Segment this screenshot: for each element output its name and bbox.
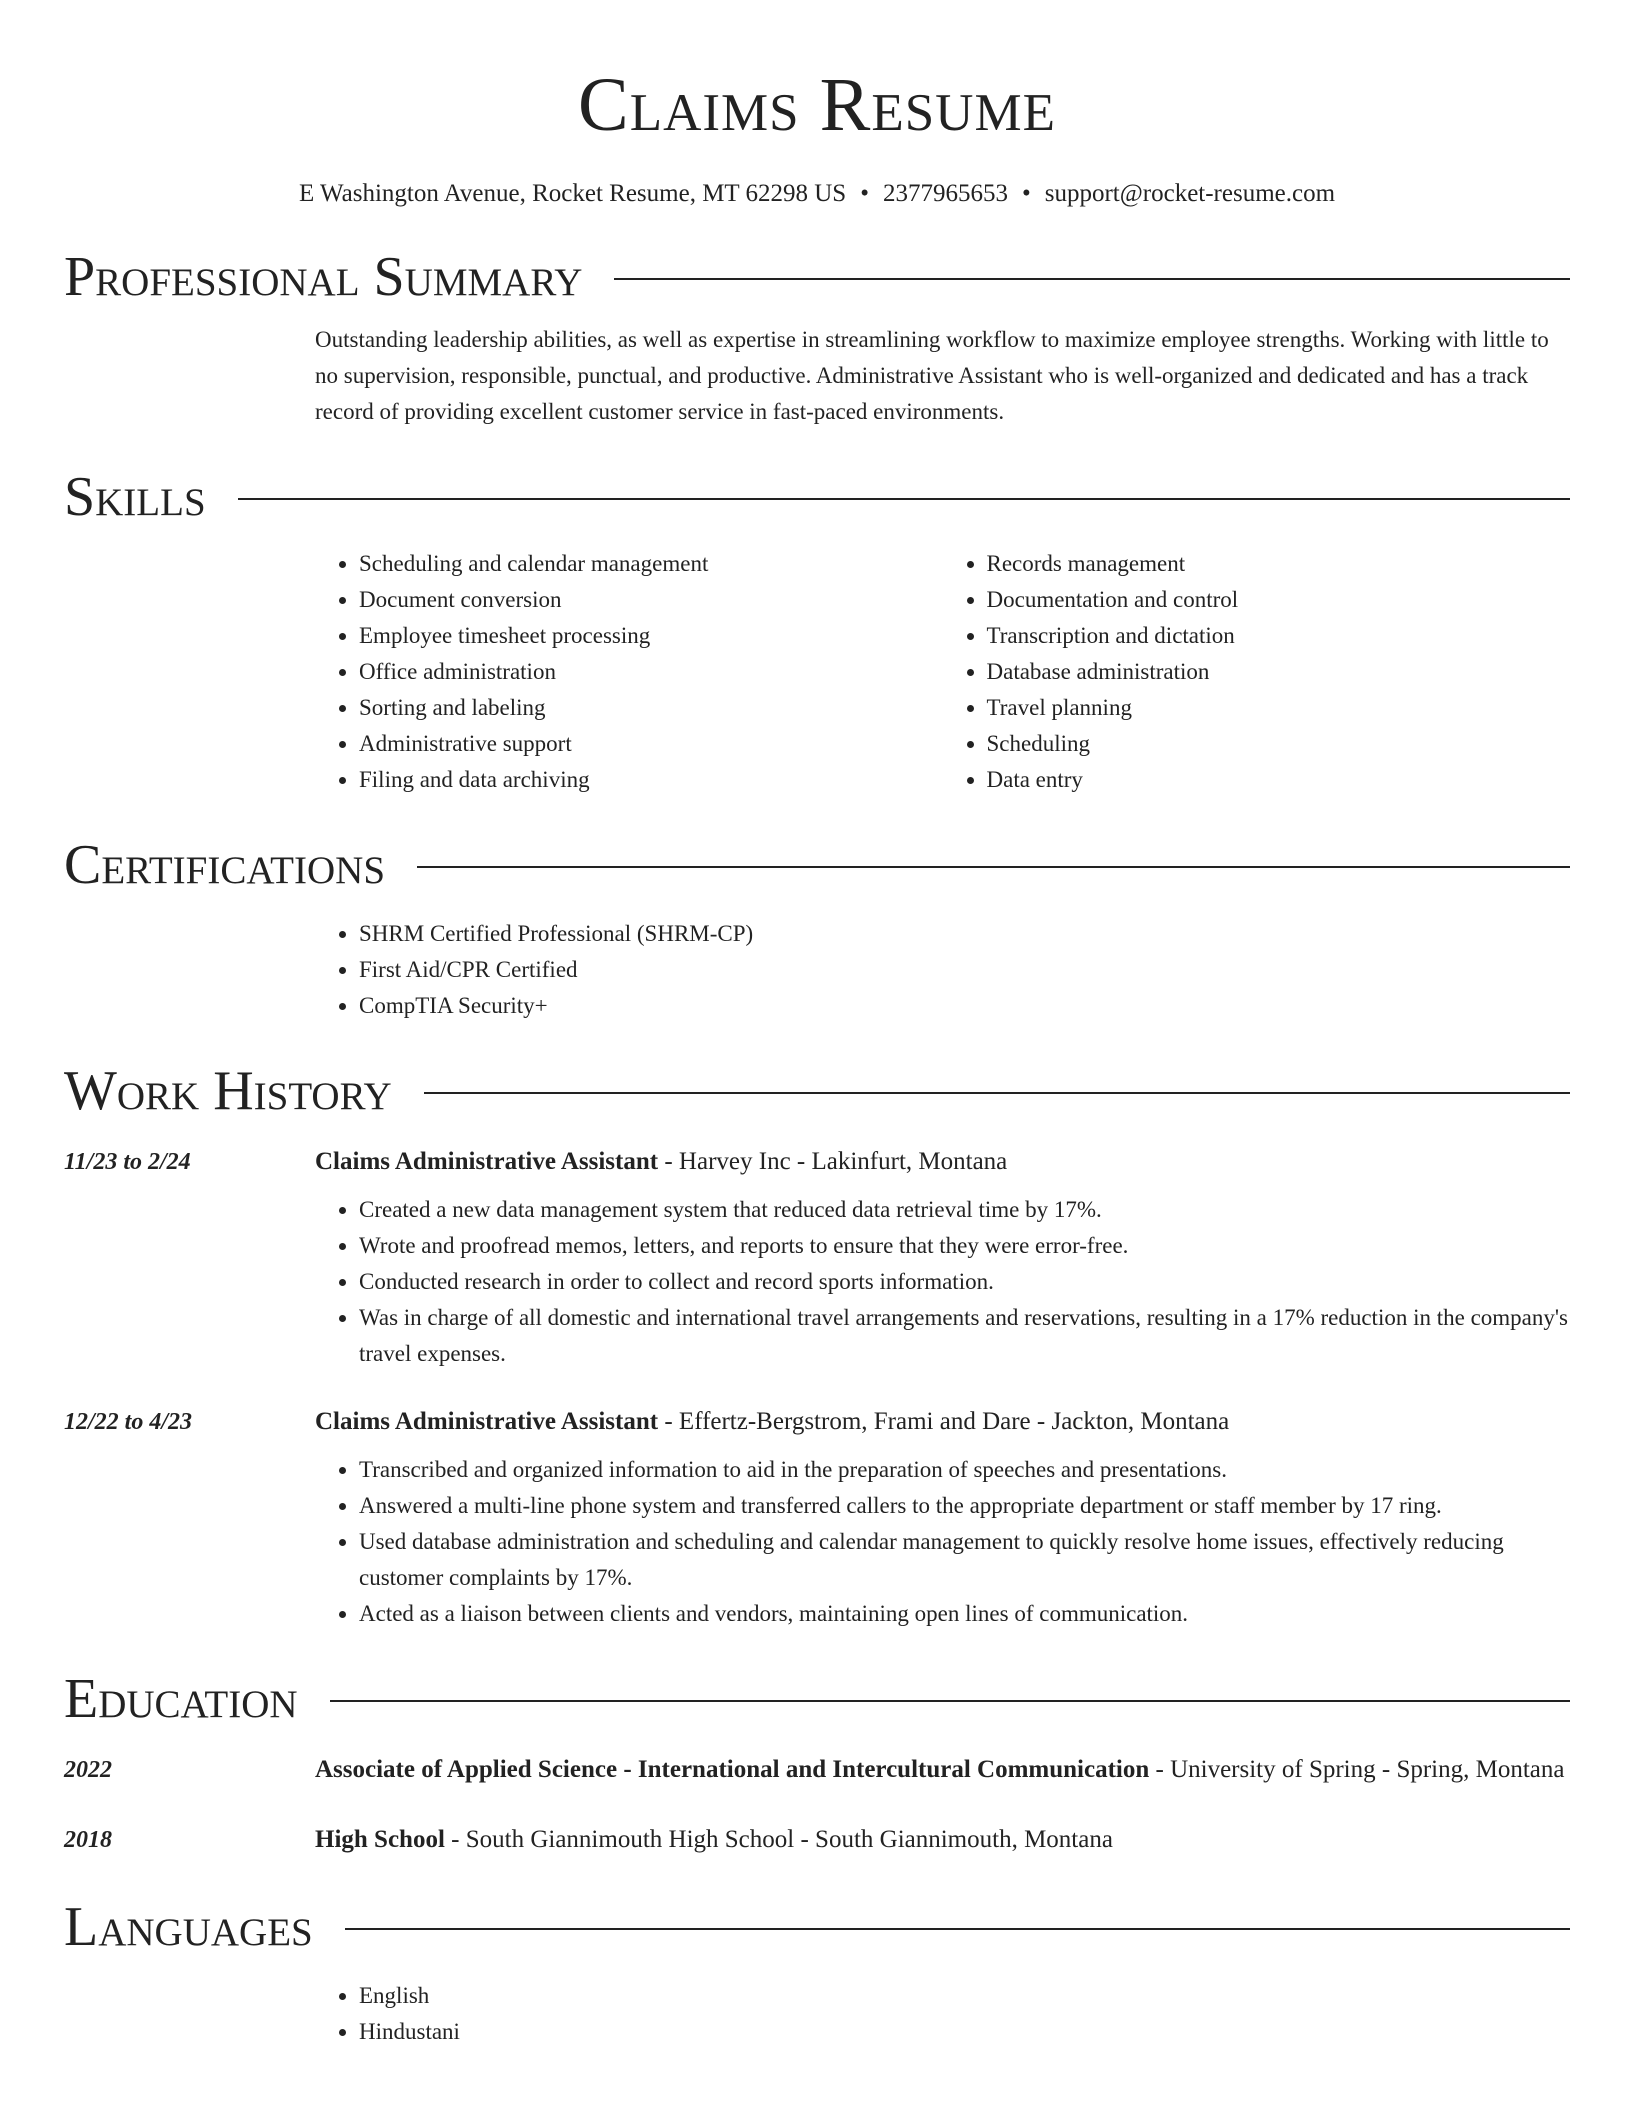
- skill-item: • Database administration: [987, 654, 1571, 690]
- contact-phone: 2377965653: [882, 180, 1008, 207]
- job-heading: [315, 1402, 1570, 1442]
- job-bullet: • Created a new data management system that reduced data retrieval time by 17%.: [359, 1192, 1570, 1228]
- skill-item: • Scheduling and calendar management: [359, 546, 943, 582]
- skills-list: [315, 546, 1570, 798]
- job-bullet: • Acted as a liaison between clients and vendors, maintaining open lines of communication.: [359, 1596, 1570, 1632]
- job-entry: [64, 1142, 1570, 1372]
- section-title-certifications: Certifications: [64, 834, 386, 896]
- contact-separator: •: [860, 180, 869, 207]
- certifications-list: [315, 916, 1570, 1024]
- section-divider: [238, 498, 1570, 500]
- job-bullet: • Wrote and proofread memos, letters, and reports to ensure that they were error-free.: [359, 1228, 1570, 1264]
- job-dates: 11/23 to 2/24: [64, 1149, 191, 1175]
- job-content: [315, 1402, 1570, 1632]
- job-bullets: [315, 1192, 1570, 1372]
- language-item: • Hindustani: [359, 2014, 1570, 2050]
- job-employer: - Effertz-Bergstrom, Frami and Dare - Jackton, Montana: [658, 1408, 1230, 1435]
- education-list: [64, 1750, 1570, 1860]
- job-content: [315, 1142, 1570, 1372]
- section-divider: [417, 866, 1570, 868]
- skill-item: • Document conversion: [359, 582, 943, 618]
- job-heading: [315, 1142, 1570, 1182]
- education-year: 2022: [64, 1757, 112, 1783]
- education-school: - South Giannimouth High School - South Giannimouth, Montana: [444, 1826, 1113, 1853]
- skill-item: • Sorting and labeling: [359, 690, 943, 726]
- section-divider: [424, 1092, 1570, 1094]
- education-year: 2018: [64, 1827, 112, 1853]
- education-degree: Associate of Applied Science - International and Intercultural Communication: [315, 1756, 1150, 1783]
- section-title-summary: Professional Summary: [64, 246, 583, 308]
- certification-item: • SHRM Certified Professional (SHRM-CP): [359, 916, 1570, 952]
- skill-item: • Administrative support: [359, 726, 943, 762]
- skill-item: • Travel planning: [987, 690, 1571, 726]
- section-header-education: [64, 1666, 1570, 1732]
- section-divider: [345, 1928, 1570, 1930]
- education-entry: [64, 1750, 1570, 1790]
- education-degree: High School: [315, 1826, 445, 1853]
- contact-line: [64, 178, 1570, 210]
- section-title-work-history: Work History: [64, 1060, 392, 1122]
- skill-item: • Scheduling: [987, 726, 1571, 762]
- job-bullets: [315, 1452, 1570, 1632]
- languages-list: [315, 1978, 1570, 2050]
- contact-separator: •: [1021, 180, 1031, 207]
- summary-text: Outstanding leadership abilities, as well as expertise in streamlining workflow to maximize employee strengths. Working with little to no supervision, responsible, punctual, and productive. Administrative Assistant who is well-organized and dedicated and has a track record of providing excellent customer service in fast-paced environments.: [315, 327, 1549, 424]
- skills-column-left: [315, 546, 943, 798]
- section-header-languages: [64, 1894, 1570, 1960]
- section-header-skills: [64, 464, 1570, 530]
- skill-item: • Employee timesheet processing: [359, 618, 943, 654]
- section-header-work-history: [64, 1058, 1570, 1124]
- section-title-education: Education: [64, 1668, 298, 1730]
- job-employer: - Harvey Inc - Lakinfurt, Montana: [658, 1148, 1008, 1175]
- section-title-skills: Skills: [64, 466, 206, 528]
- education-school: - University of Spring - Spring, Montana: [1149, 1756, 1565, 1783]
- skill-item: • Data entry: [987, 762, 1571, 798]
- job-bullet: • Transcribed and organized information to aid in the preparation of speeches and presentations.: [359, 1452, 1570, 1488]
- job-bullet: • Answered a multi-line phone system and transferred callers to the appropriate department or staff member by 17 ring.: [359, 1488, 1570, 1524]
- resume-page: [64, 0, 1570, 2050]
- language-item: • English: [359, 1978, 1570, 2014]
- contact-address: E Washington Avenue, Rocket Resume, MT 62298 US: [298, 180, 847, 207]
- skill-item: • Filing and data archiving: [359, 762, 943, 798]
- skills-column-right: [943, 546, 1571, 798]
- job-bullet: • Conducted research in order to collect and record sports information.: [359, 1264, 1570, 1300]
- skill-item: • Transcription and dictation: [987, 618, 1571, 654]
- job-dates: 12/22 to 4/23: [64, 1409, 193, 1435]
- job-bullet: • Was in charge of all domestic and international travel arrangements and reservations, resulting in a 17% reduction in the company's travel expenses.: [359, 1300, 1570, 1372]
- job-role: Claims Administrative Assistant: [315, 1408, 659, 1435]
- certification-item: • First Aid/CPR Certified: [359, 952, 1570, 988]
- certification-item: • CompTIA Security+: [359, 988, 1570, 1024]
- education-content: [315, 1820, 1570, 1860]
- job-role: Claims Administrative Assistant: [315, 1148, 659, 1175]
- section-divider: [330, 1700, 1570, 1702]
- section-header-certifications: [64, 832, 1570, 898]
- skill-item: • Documentation and control: [987, 582, 1571, 618]
- work-history-list: [64, 1142, 1570, 1632]
- contact-email: support@rocket-resume.com: [1044, 180, 1336, 207]
- job-bullet: • Used database administration and scheduling and calendar management to quickly resolve home issues, effectively reducing customer complaints by 17%.: [359, 1524, 1570, 1596]
- section-title-languages: Languages: [64, 1896, 313, 1958]
- job-entry: [64, 1402, 1570, 1632]
- section-divider: [614, 278, 1570, 280]
- skill-item: • Records management: [987, 546, 1571, 582]
- education-entry: [64, 1820, 1570, 1860]
- education-content: [315, 1750, 1570, 1790]
- skill-item: • Office administration: [359, 654, 943, 690]
- resume-name: Claims Resume: [578, 63, 1056, 147]
- section-header-summary: [64, 244, 1570, 310]
